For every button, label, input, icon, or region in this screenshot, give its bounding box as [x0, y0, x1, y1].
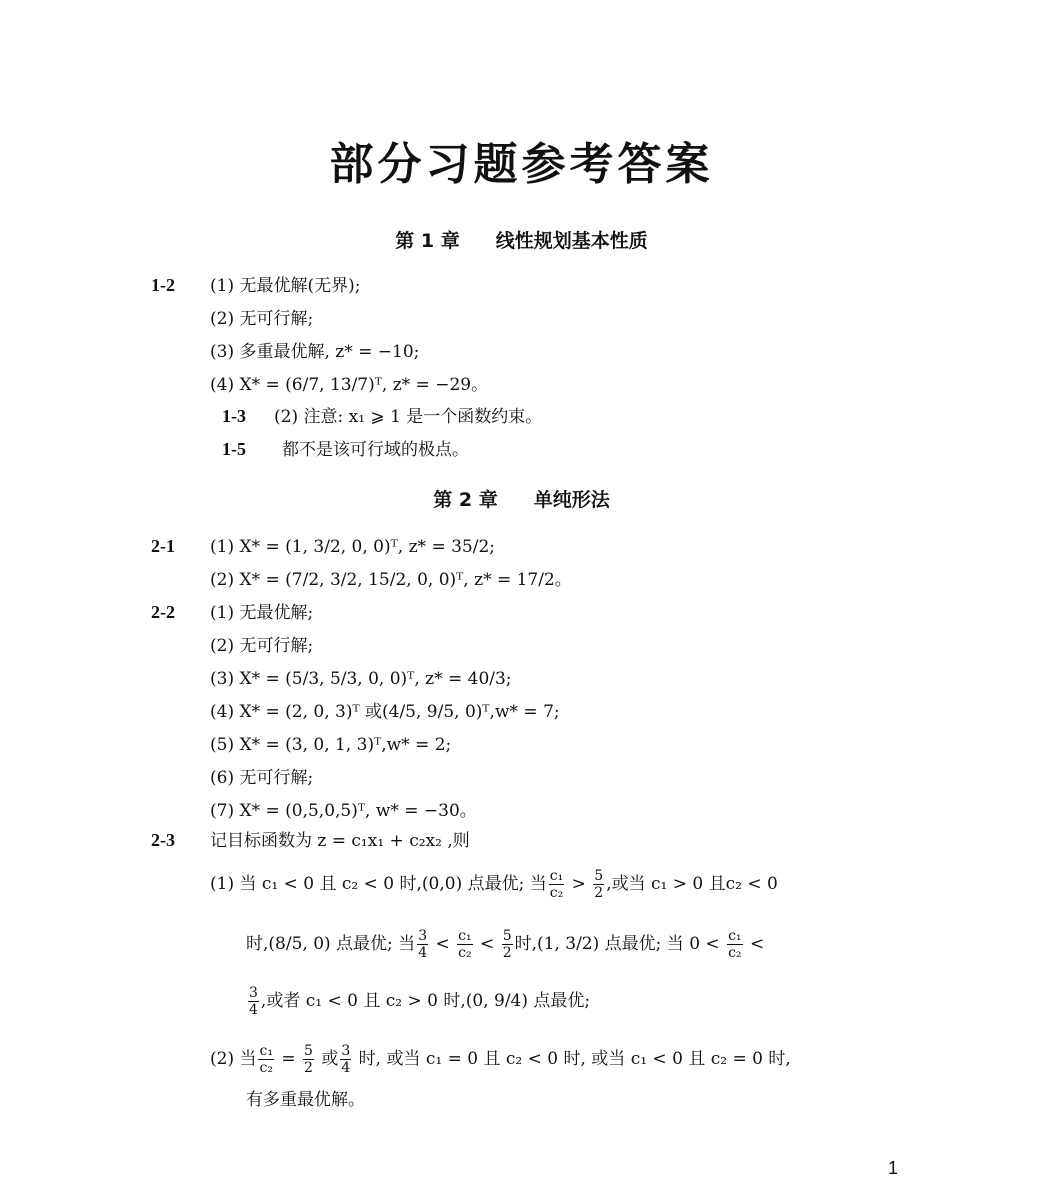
answer-line: (2) 无可行解; [210, 309, 314, 329]
problem-number: 2-2 [151, 602, 175, 622]
answer-line: (1) X* = (1, 3/2, 0, 0)ᵀ, z* = 35/2; [210, 537, 495, 557]
answer-line: (3) X* = (5/3, 5/3, 0, 0)ᵀ, z* = 40/3; [210, 669, 512, 689]
answer-line: $\frac{3}{4}$ ,或者 c₁ < 0 且 c₂ > 0 时,(0, 9/4) 点最优; [249, 985, 591, 1018]
page-title: 部分习题参考答案 [329, 139, 714, 190]
fraction: $\frac{\text{c₁}}{\text{c₂}}$ [728, 928, 742, 961]
answer-line: 都不是该可行域的极点。 [282, 440, 469, 460]
problem-number: 1-3 [222, 406, 246, 426]
answer-line: (7) X* = (0,5,0,5)ᵀ, w* = −30。 [210, 801, 477, 821]
page-number: 1 [888, 1158, 899, 1178]
answer-line: (1) 无最优解(无界); [210, 276, 361, 296]
fraction: $\frac{3}{4}$ [341, 1043, 351, 1076]
chapter-2-number: 第 2 章 [433, 489, 498, 511]
chapter-1-number: 第 1 章 [395, 230, 460, 252]
answer-line: (1) 无最优解; [210, 603, 314, 623]
problem-number: 2-1 [151, 536, 175, 556]
chapter-2-heading [0, 485, 1043, 512]
answer-line: (2) 注意: x₁ ⩾ 1 是一个函数约束。 [274, 407, 543, 427]
chapter-2-title: 单纯形法 [533, 489, 610, 511]
answer-line: (1) 当 c₁ < 0 且 c₂ < 0 时,(0,0) 点最优; 当 $\frac{\text{c₁}}{\text{c₂}}$ > $\frac{5}{2}$ ,或当 c₁ > 0 且c₂ < 0 [210, 868, 778, 901]
fraction: $\frac{\text{c₁}}{\text{c₂}}$ [458, 928, 472, 961]
answer-line: (2) 无可行解; [210, 636, 314, 656]
answer-line: (2) X* = (7/2, 3/2, 15/2, 0, 0)ᵀ, z* = 17/2。 [210, 570, 572, 590]
fraction: $\frac{3}{4}$ [418, 928, 428, 961]
fraction: $\frac{5}{2}$ [304, 1043, 313, 1076]
fraction: $\frac{5}{2}$ [502, 928, 512, 961]
answer-line: 时,(8/5, 0) 点最优; 当 $\frac{3}{4}$ < $\frac{\text{c₁}}{\text{c₂}}$ < $\frac{5}{2}$ 时,(1, 3/2) 点最优; 当 0 < $\frac{\text{c₁}}{\text{c₂}}$ < [246, 928, 765, 961]
fraction: $\frac{\text{c₁}}{\text{c₂}}$ [259, 1043, 273, 1076]
fraction: $\frac{5}{2}$ [594, 868, 604, 901]
chapter-1-heading [0, 226, 1043, 253]
problem-number: 2-3 [151, 830, 175, 850]
answer-line: (6) 无可行解; [210, 768, 314, 788]
fraction: $\frac{3}{4}$ [249, 985, 258, 1018]
answer-line: 记目标函数为 z = c₁x₁ + c₂x₂ ,则 [210, 831, 470, 851]
answer-line: (3) 多重最优解, z* = −10; [210, 342, 420, 362]
answer-line: 有多重最优解。 [246, 1090, 365, 1110]
chapter-1-title: 线性规划基本性质 [495, 230, 648, 252]
fraction: $\frac{\text{c₁}}{\text{c₂}}$ [549, 868, 564, 901]
answer-line: (4) X* = (6/7, 13/7)ᵀ, z* = −29。 [210, 375, 489, 395]
problem-number: 1-5 [222, 439, 246, 459]
answer-line: (5) X* = (3, 0, 1, 3)ᵀ,w* = 2; [210, 735, 452, 755]
answer-line: (2) 当 $\frac{\text{c₁}}{\text{c₂}}$ = $\frac{5}{2}$ 或 $\frac{3}{4}$ 时, 或当 c₁ = 0 且 c₂ < 0 时, 或当 c₁ < 0 且 c₂ = 0 时, [210, 1043, 791, 1076]
answer-line: (4) X* = (2, 0, 3)ᵀ 或(4/5, 9/5, 0)ᵀ,w* = 7; [210, 702, 560, 722]
problem-number: 1-2 [151, 275, 175, 295]
